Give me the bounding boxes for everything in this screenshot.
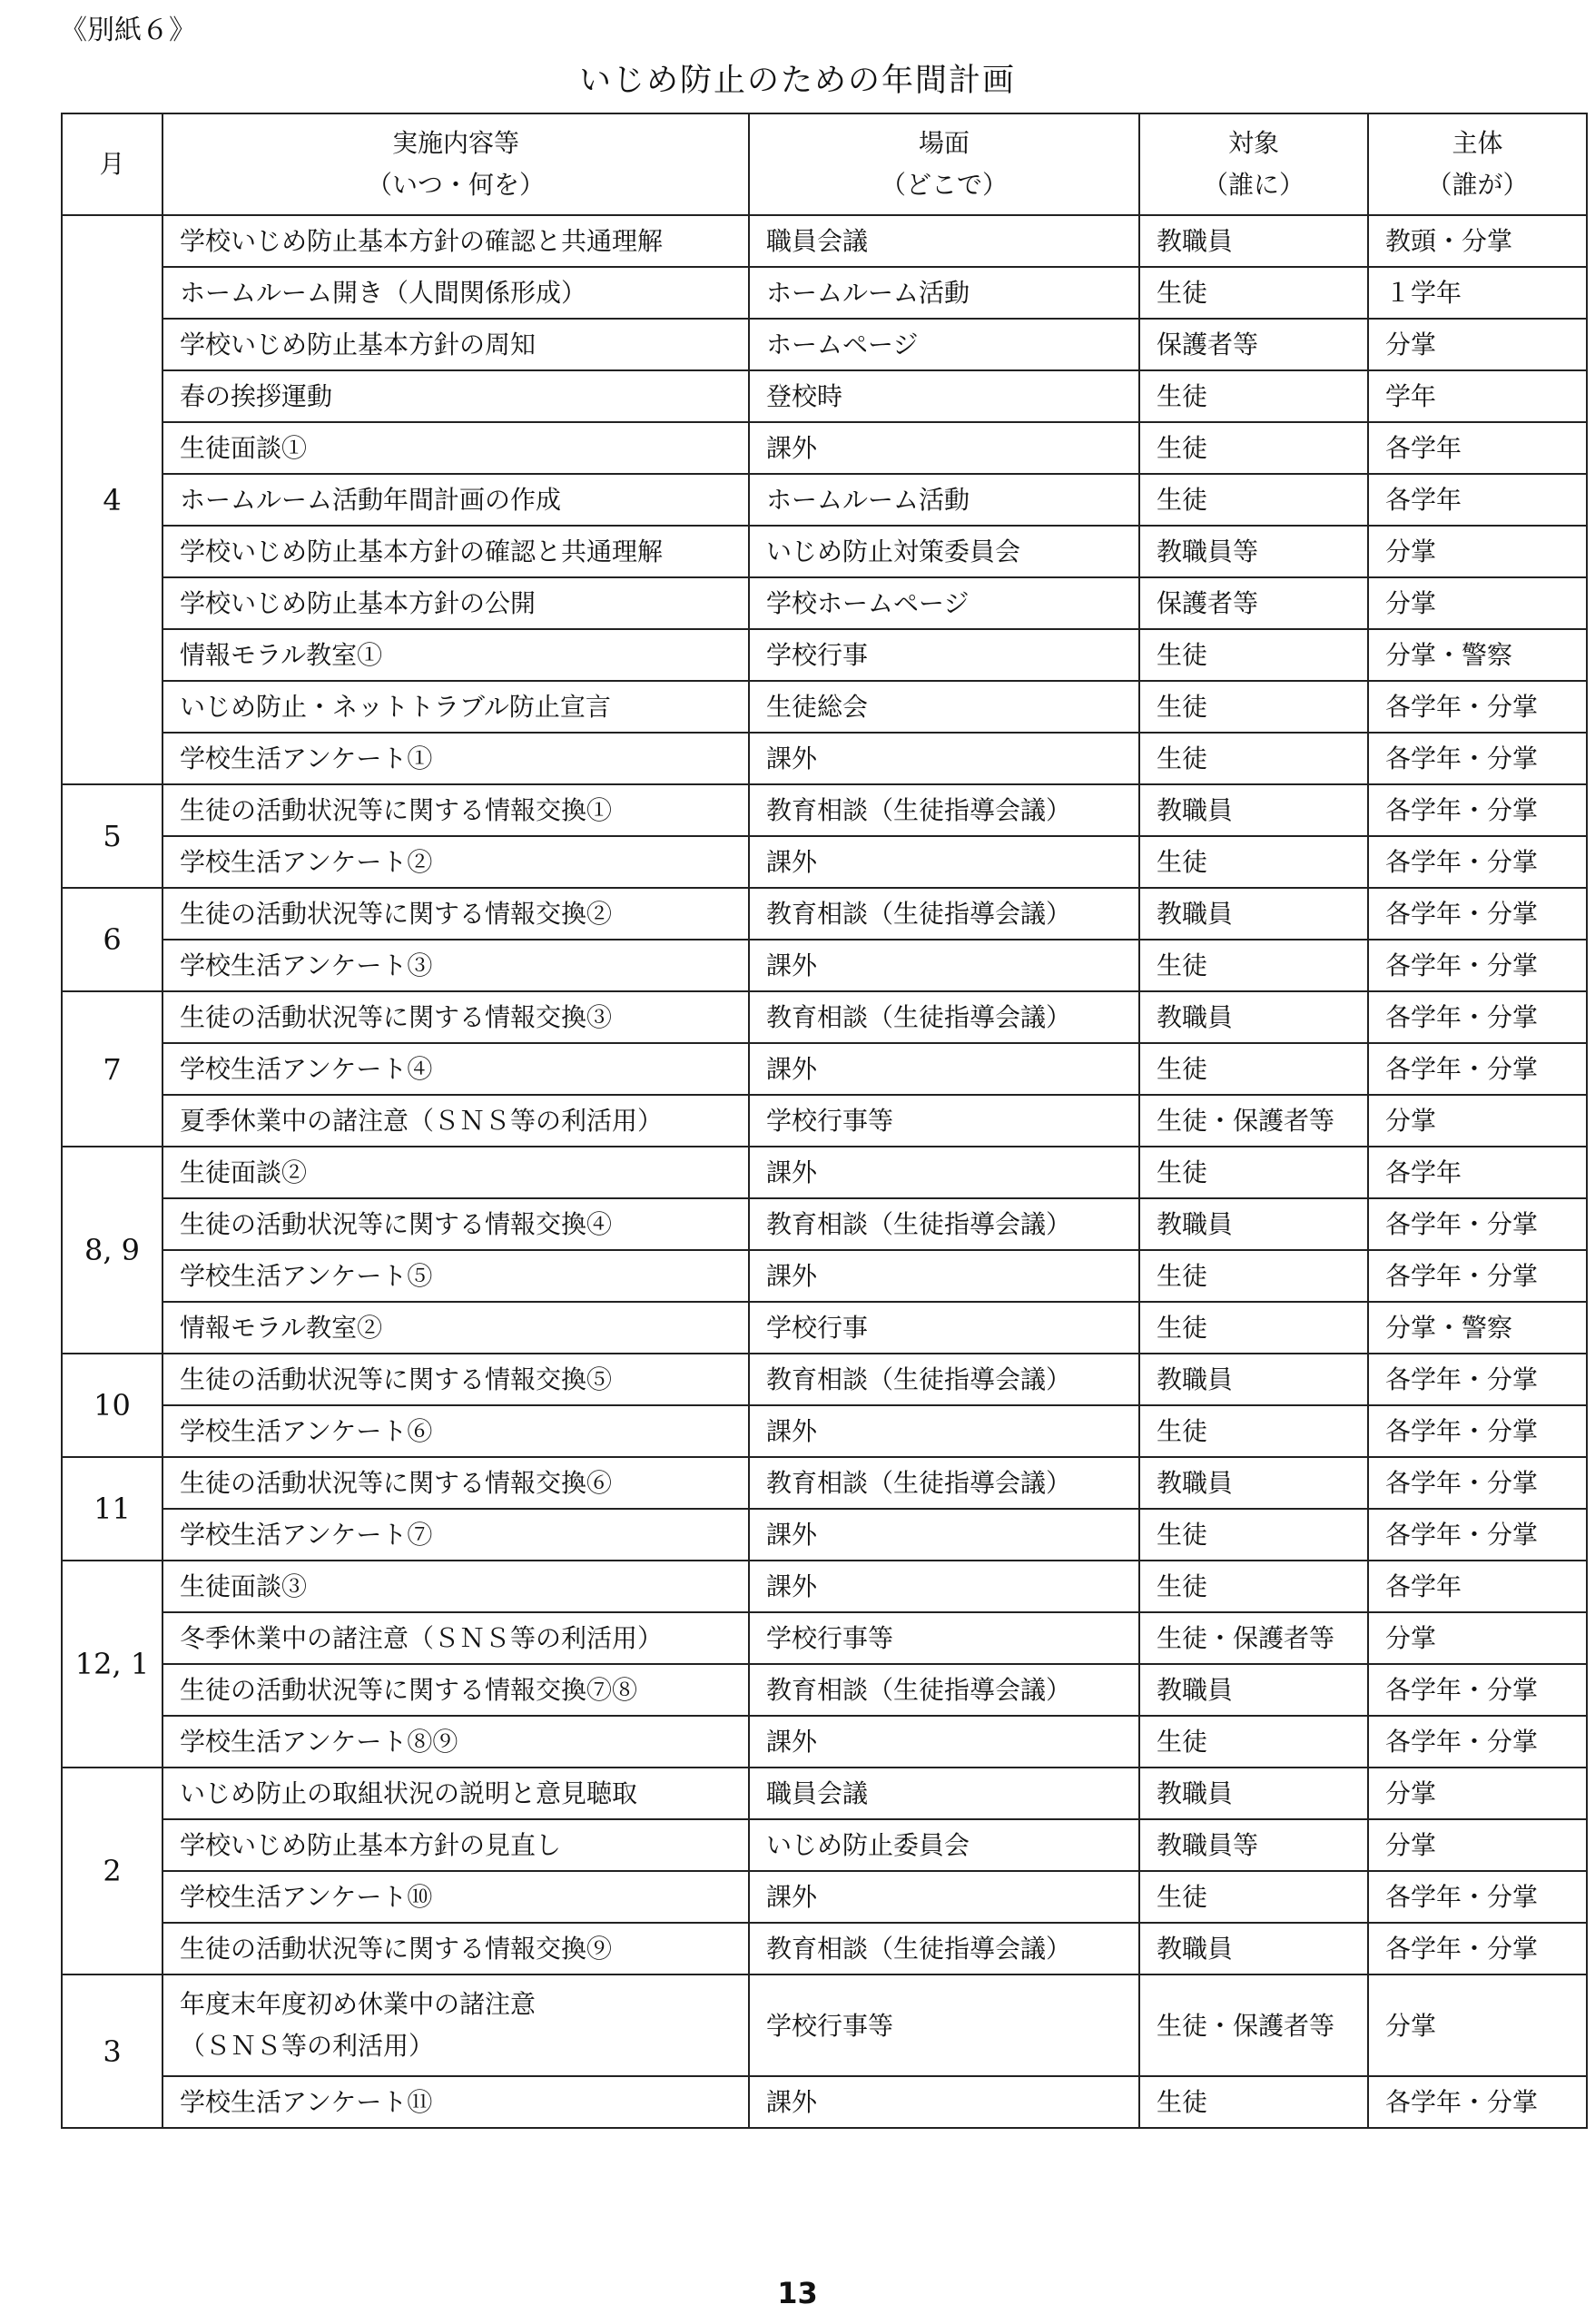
place-cell: 課外 xyxy=(749,2076,1139,2128)
place-cell: 生徒総会 xyxy=(749,681,1139,733)
table-row xyxy=(62,1923,1587,1974)
actor-cell: 教頭・分掌 xyxy=(1368,215,1587,267)
table-row xyxy=(62,1612,1587,1664)
table-row xyxy=(62,836,1587,888)
target-cell: 教職員 xyxy=(1139,1768,1368,1819)
header-row xyxy=(62,113,1587,215)
table-row xyxy=(62,1302,1587,1354)
content-cell: 学校生活アンケート③ xyxy=(162,940,749,991)
table-row xyxy=(62,370,1587,422)
table-row xyxy=(62,1716,1587,1768)
content-cell: 学校生活アンケート⑪ xyxy=(162,2076,749,2128)
content-cell: 学校生活アンケート⑩ xyxy=(162,1871,749,1923)
target-cell: 生徒・保護者等 xyxy=(1139,1974,1368,2076)
target-cell: 生徒 xyxy=(1139,2076,1368,2128)
target-cell: 生徒 xyxy=(1139,474,1368,526)
content-cell: 学校生活アンケート④ xyxy=(162,1043,749,1095)
content-cell: 学校いじめ防止基本方針の確認と共通理解 xyxy=(162,215,749,267)
actor-cell: 分掌 xyxy=(1368,1768,1587,1819)
actor-cell: 各学年・分掌 xyxy=(1368,784,1587,836)
table-row xyxy=(62,267,1587,319)
actor-cell: 各学年・分掌 xyxy=(1368,991,1587,1043)
place-cell: 教育相談（生徒指導会議） xyxy=(749,784,1139,836)
content-cell: 学校生活アンケート⑧⑨ xyxy=(162,1716,749,1768)
place-cell: 教育相談（生徒指導会議） xyxy=(749,1354,1139,1405)
place-cell: いじめ防止委員会 xyxy=(749,1819,1139,1871)
table-row xyxy=(62,526,1587,577)
target-cell: 教職員 xyxy=(1139,784,1368,836)
place-cell: いじめ防止対策委員会 xyxy=(749,526,1139,577)
content-cell: 生徒の活動状況等に関する情報交換① xyxy=(162,784,749,836)
target-cell: 教職員等 xyxy=(1139,526,1368,577)
place-cell: 課外 xyxy=(749,733,1139,784)
place-cell: 教育相談（生徒指導会議） xyxy=(749,1198,1139,1250)
content-cell: 生徒の活動状況等に関する情報交換⑤ xyxy=(162,1354,749,1405)
content-cell: 生徒面談① xyxy=(162,422,749,474)
target-cell: 教職員 xyxy=(1139,1664,1368,1716)
place-cell: 学校行事 xyxy=(749,1302,1139,1354)
table-row xyxy=(62,1819,1587,1871)
actor-cell: 各学年・分掌 xyxy=(1368,733,1587,784)
actor-cell: 各学年・分掌 xyxy=(1368,1250,1587,1302)
actor-cell: 各学年・分掌 xyxy=(1368,940,1587,991)
target-cell: 生徒 xyxy=(1139,1716,1368,1768)
table-row xyxy=(62,474,1587,526)
actor-cell: 分掌 xyxy=(1368,1612,1587,1664)
actor-cell: 分掌 xyxy=(1368,1819,1587,1871)
content-cell: 学校生活アンケート⑦ xyxy=(162,1509,749,1561)
table-row xyxy=(62,2076,1587,2128)
annex-label: 《別紙６》 xyxy=(60,15,196,46)
place-cell: 学校行事等 xyxy=(749,1612,1139,1664)
actor-cell: 各学年・分掌 xyxy=(1368,1871,1587,1923)
content-cell: 学校いじめ防止基本方針の周知 xyxy=(162,319,749,370)
table-row xyxy=(62,1354,1587,1405)
header-target: 対象 （誰に） xyxy=(1139,113,1368,215)
month-cell: 12, 1 xyxy=(62,1561,162,1768)
content-cell: 学校生活アンケート⑤ xyxy=(162,1250,749,1302)
target-cell: 保護者等 xyxy=(1139,577,1368,629)
table-row xyxy=(62,1198,1587,1250)
content-cell: 冬季休業中の諸注意（ＳＮＳ等の利活用） xyxy=(162,1612,749,1664)
month-cell: 6 xyxy=(62,888,162,991)
place-cell: 学校行事等 xyxy=(749,1974,1139,2076)
content-cell: 情報モラル教室② xyxy=(162,1302,749,1354)
place-cell: 課外 xyxy=(749,836,1139,888)
actor-cell: 分掌・警察 xyxy=(1368,629,1587,681)
content-cell: 生徒面談② xyxy=(162,1147,749,1198)
content-cell: 生徒の活動状況等に関する情報交換③ xyxy=(162,991,749,1043)
content-cell: 生徒面談③ xyxy=(162,1561,749,1612)
content-cell: 年度末年度初め休業中の諸注意 （ＳＮＳ等の利活用） xyxy=(162,1974,749,2076)
content-cell: 学校いじめ防止基本方針の見直し xyxy=(162,1819,749,1871)
month-cell: 7 xyxy=(62,991,162,1147)
table-row xyxy=(62,319,1587,370)
annual-plan-table xyxy=(61,113,1588,2129)
content-cell: 学校生活アンケート① xyxy=(162,733,749,784)
header-content: 実施内容等 （いつ・何を） xyxy=(162,113,749,215)
target-cell: 生徒 xyxy=(1139,1509,1368,1561)
target-cell: 教職員 xyxy=(1139,1198,1368,1250)
content-cell: ホームルーム活動年間計画の作成 xyxy=(162,474,749,526)
place-cell: 教育相談（生徒指導会議） xyxy=(749,991,1139,1043)
table-row xyxy=(62,991,1587,1043)
content-cell: 学校いじめ防止基本方針の確認と共通理解 xyxy=(162,526,749,577)
content-cell: ホームルーム開き（人間関係形成） xyxy=(162,267,749,319)
actor-cell: 各学年・分掌 xyxy=(1368,1509,1587,1561)
target-cell: 生徒 xyxy=(1139,1302,1368,1354)
table-body xyxy=(62,215,1587,2128)
actor-cell: 各学年・分掌 xyxy=(1368,1457,1587,1509)
actor-cell: 各学年・分掌 xyxy=(1368,1354,1587,1405)
table-row xyxy=(62,1768,1587,1819)
actor-cell: 分掌 xyxy=(1368,319,1587,370)
content-cell: 春の挨拶運動 xyxy=(162,370,749,422)
table-row xyxy=(62,940,1587,991)
actor-cell: 分掌 xyxy=(1368,1095,1587,1147)
target-cell: 生徒 xyxy=(1139,836,1368,888)
table-row xyxy=(62,733,1587,784)
target-cell: 生徒・保護者等 xyxy=(1139,1095,1368,1147)
actor-cell: １学年 xyxy=(1368,267,1587,319)
content-cell: 学校生活アンケート② xyxy=(162,836,749,888)
place-cell: 課外 xyxy=(749,422,1139,474)
place-cell: 課外 xyxy=(749,940,1139,991)
target-cell: 保護者等 xyxy=(1139,319,1368,370)
target-cell: 教職員 xyxy=(1139,1457,1368,1509)
table-row xyxy=(62,422,1587,474)
place-cell: 職員会議 xyxy=(749,215,1139,267)
table-row xyxy=(62,1095,1587,1147)
header-place: 場面 （どこで） xyxy=(749,113,1139,215)
place-cell: 課外 xyxy=(749,1147,1139,1198)
place-cell: ホームページ xyxy=(749,319,1139,370)
month-cell: 11 xyxy=(62,1457,162,1561)
table-row xyxy=(62,1509,1587,1561)
target-cell: 教職員等 xyxy=(1139,1819,1368,1871)
place-cell: 教育相談（生徒指導会議） xyxy=(749,1457,1139,1509)
actor-cell: 各学年 xyxy=(1368,474,1587,526)
target-cell: 生徒 xyxy=(1139,1250,1368,1302)
table-row xyxy=(62,1043,1587,1095)
target-cell: 生徒 xyxy=(1139,1561,1368,1612)
target-cell: 生徒 xyxy=(1139,940,1368,991)
table-row xyxy=(62,1871,1587,1923)
place-cell: 課外 xyxy=(749,1043,1139,1095)
place-cell: 教育相談（生徒指導会議） xyxy=(749,888,1139,940)
content-cell: 生徒の活動状況等に関する情報交換⑥ xyxy=(162,1457,749,1509)
page-title: いじめ防止のための年間計画 xyxy=(578,63,1016,99)
month-cell: 5 xyxy=(62,784,162,888)
month-cell: 10 xyxy=(62,1354,162,1457)
table-row xyxy=(62,784,1587,836)
target-cell: 教職員 xyxy=(1139,888,1368,940)
month-cell: 8, 9 xyxy=(62,1147,162,1354)
place-cell: 学校ホームページ xyxy=(749,577,1139,629)
place-cell: 学校行事等 xyxy=(749,1095,1139,1147)
content-cell: 夏季休業中の諸注意（ＳＮＳ等の利活用） xyxy=(162,1095,749,1147)
actor-cell: 各学年 xyxy=(1368,1147,1587,1198)
target-cell: 生徒 xyxy=(1139,733,1368,784)
target-cell: 生徒 xyxy=(1139,422,1368,474)
table-row xyxy=(62,577,1587,629)
actor-cell: 各学年・分掌 xyxy=(1368,1405,1587,1457)
actor-cell: 学年 xyxy=(1368,370,1587,422)
actor-cell: 各学年 xyxy=(1368,1561,1587,1612)
actor-cell: 分掌 xyxy=(1368,577,1587,629)
place-cell: 課外 xyxy=(749,1561,1139,1612)
month-cell: 3 xyxy=(62,1974,162,2128)
content-cell: いじめ防止の取組状況の説明と意見聴取 xyxy=(162,1768,749,1819)
header-month: 月 xyxy=(62,113,162,215)
table-row xyxy=(62,1250,1587,1302)
content-cell: 生徒の活動状況等に関する情報交換④ xyxy=(162,1198,749,1250)
place-cell: 教育相談（生徒指導会議） xyxy=(749,1664,1139,1716)
target-cell: 生徒 xyxy=(1139,370,1368,422)
actor-cell: 各学年・分掌 xyxy=(1368,1198,1587,1250)
target-cell: 生徒 xyxy=(1139,1043,1368,1095)
place-cell: 課外 xyxy=(749,1250,1139,1302)
actor-cell: 分掌 xyxy=(1368,1974,1587,2076)
actor-cell: 分掌・警察 xyxy=(1368,1302,1587,1354)
table-row xyxy=(62,1974,1587,2076)
actor-cell: 各学年 xyxy=(1368,422,1587,474)
content-cell: 学校いじめ防止基本方針の公開 xyxy=(162,577,749,629)
place-cell: 課外 xyxy=(749,1509,1139,1561)
table-row xyxy=(62,1457,1587,1509)
table-row xyxy=(62,1561,1587,1612)
target-cell: 教職員 xyxy=(1139,1923,1368,1974)
month-cell: 4 xyxy=(62,215,162,784)
target-cell: 教職員 xyxy=(1139,1354,1368,1405)
place-cell: 学校行事 xyxy=(749,629,1139,681)
header-actor: 主体 （誰が） xyxy=(1368,113,1587,215)
actor-cell: 各学年・分掌 xyxy=(1368,836,1587,888)
actor-cell: 各学年・分掌 xyxy=(1368,681,1587,733)
month-cell: 2 xyxy=(62,1768,162,1974)
content-cell: 情報モラル教室① xyxy=(162,629,749,681)
place-cell: 課外 xyxy=(749,1405,1139,1457)
place-cell: 登校時 xyxy=(749,370,1139,422)
table-row xyxy=(62,215,1587,267)
place-cell: 教育相談（生徒指導会議） xyxy=(749,1923,1139,1974)
actor-cell: 各学年・分掌 xyxy=(1368,1716,1587,1768)
table-row xyxy=(62,888,1587,940)
page-number: 13 xyxy=(777,2276,818,2310)
table-row xyxy=(62,1664,1587,1716)
content-cell: 生徒の活動状況等に関する情報交換⑨ xyxy=(162,1923,749,1974)
place-cell: 職員会議 xyxy=(749,1768,1139,1819)
target-cell: 生徒 xyxy=(1139,1147,1368,1198)
table-row xyxy=(62,629,1587,681)
actor-cell: 分掌 xyxy=(1368,526,1587,577)
actor-cell: 各学年・分掌 xyxy=(1368,888,1587,940)
target-cell: 教職員 xyxy=(1139,215,1368,267)
content-cell: 学校生活アンケート⑥ xyxy=(162,1405,749,1457)
actor-cell: 各学年・分掌 xyxy=(1368,1923,1587,1974)
table-header xyxy=(62,113,1587,215)
target-cell: 生徒 xyxy=(1139,681,1368,733)
place-cell: 課外 xyxy=(749,1871,1139,1923)
target-cell: 生徒 xyxy=(1139,1871,1368,1923)
content-cell: 生徒の活動状況等に関する情報交換② xyxy=(162,888,749,940)
target-cell: 教職員 xyxy=(1139,991,1368,1043)
actor-cell: 各学年・分掌 xyxy=(1368,2076,1587,2128)
target-cell: 生徒・保護者等 xyxy=(1139,1612,1368,1664)
place-cell: ホームルーム活動 xyxy=(749,267,1139,319)
table-row xyxy=(62,681,1587,733)
content-cell: 生徒の活動状況等に関する情報交換⑦⑧ xyxy=(162,1664,749,1716)
target-cell: 生徒 xyxy=(1139,1405,1368,1457)
table-row xyxy=(62,1405,1587,1457)
target-cell: 生徒 xyxy=(1139,267,1368,319)
place-cell: ホームルーム活動 xyxy=(749,474,1139,526)
actor-cell: 各学年・分掌 xyxy=(1368,1664,1587,1716)
target-cell: 生徒 xyxy=(1139,629,1368,681)
place-cell: 課外 xyxy=(749,1716,1139,1768)
table-row xyxy=(62,1147,1587,1198)
actor-cell: 各学年・分掌 xyxy=(1368,1043,1587,1095)
content-cell: いじめ防止・ネットトラブル防止宣言 xyxy=(162,681,749,733)
